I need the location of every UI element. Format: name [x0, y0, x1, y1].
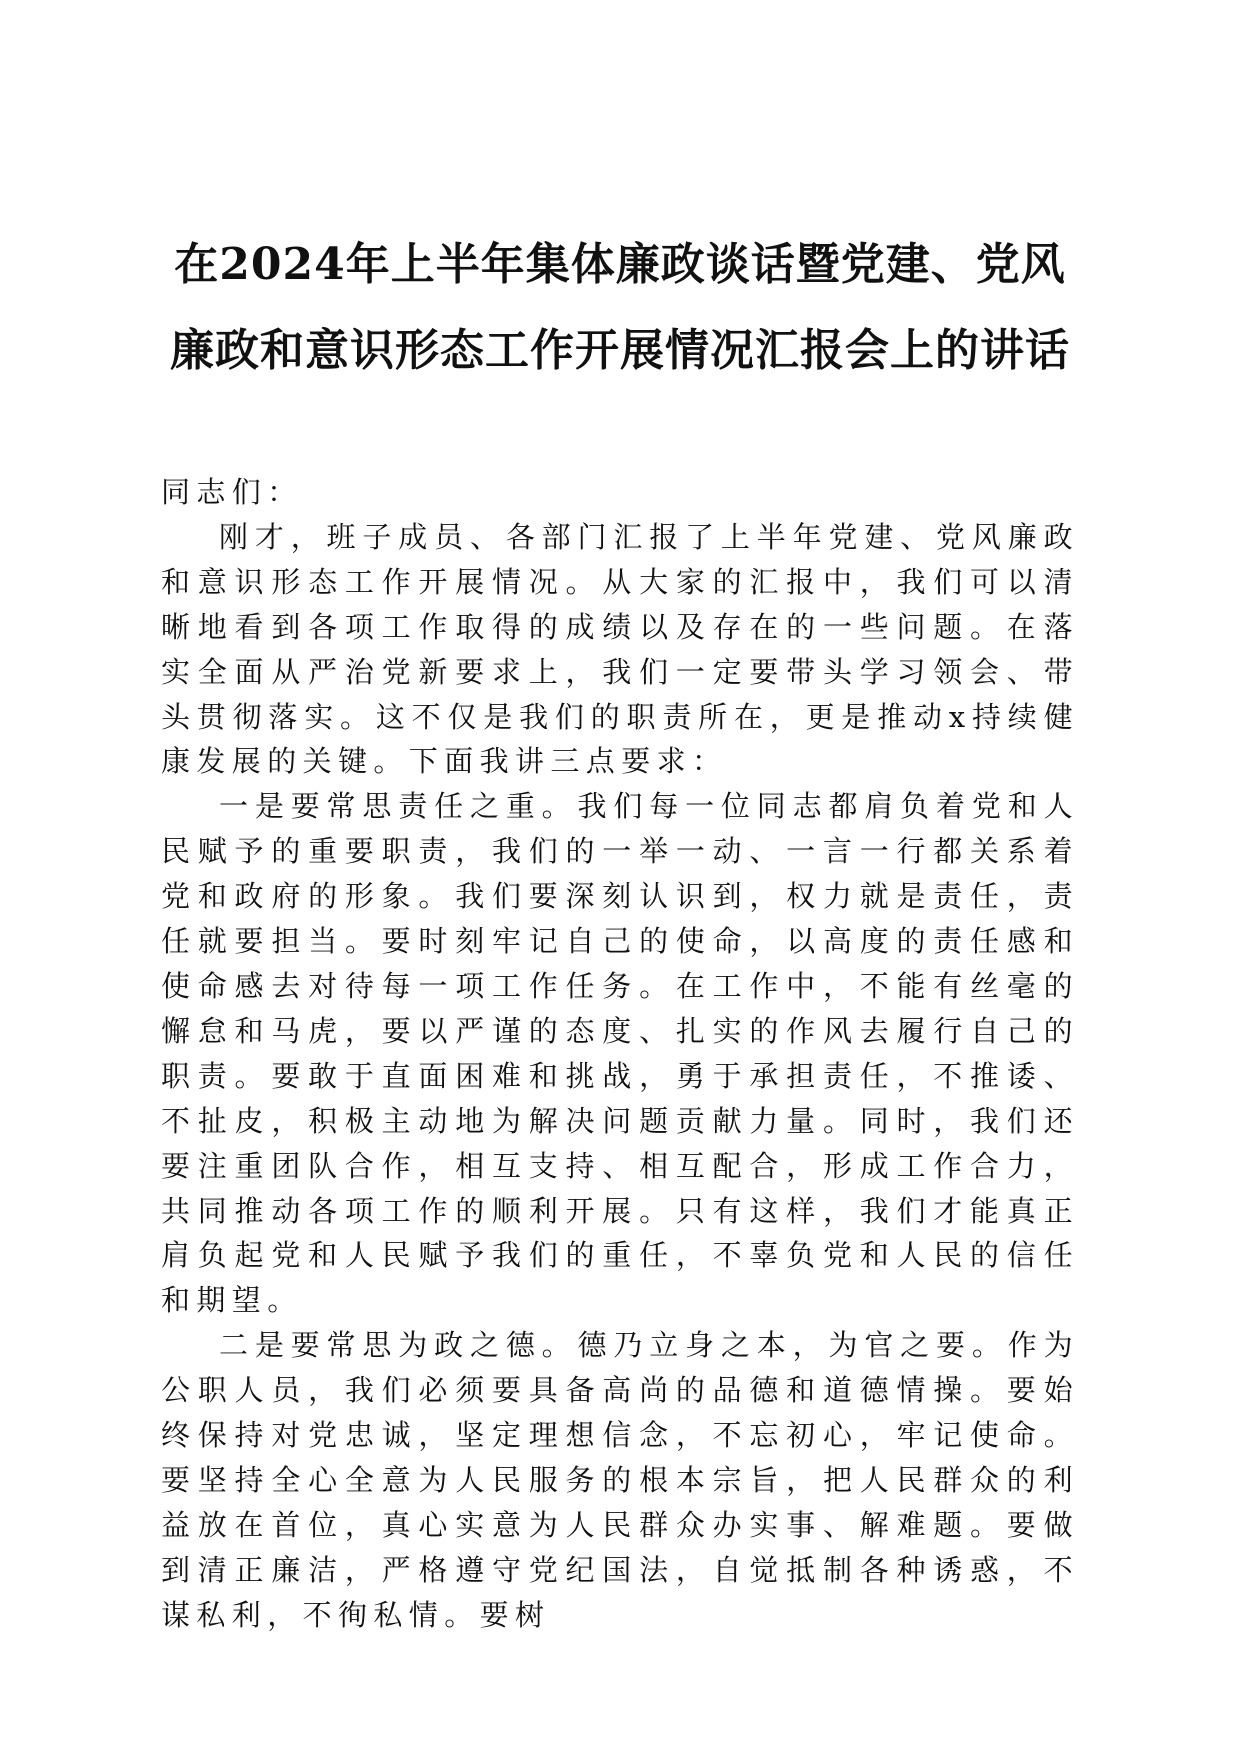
title-line-1: 在2024年上半年集体廉政谈话暨党建、党风 — [174, 239, 1066, 290]
document-title — [140, 222, 1100, 394]
paragraph-intro: 刚才，班子成员、各部门汇报了上半年党建、党风廉政和意识形态工作开展情况。从大家的汇报中，我们可以清晰地看到各项工作取得的成绩以及存在的一些问题。在落实全面从严治党新要求上，我们一定要带头学习领会、带头贯彻落实。这不仅是我们的职责所在，更是推动x持续健康发展的关键。下面我讲三点要求： — [161, 519, 1079, 779]
paragraph-virtue: 二是要常思为政之德。德乃立身之本，为官之要。作为公职人员，我们必须要具备高尚的品德和道德情操。要始终保持对党忠诚，坚定理想信念，不忘初心，牢记使命。要坚持全心全意为人民服务的根本宗旨，把人民群众的利益放在首位，真心实意为人民群众办实事、解难题。要做到清正廉洁，严格遵守党纪国法，自觉抵制各种诱惑，不谋私利，不徇私情。要树 — [161, 1328, 1079, 1632]
title-line-2: 廉政和意识形态工作开展情况汇报会上的讲话 — [170, 325, 1070, 376]
salutation: 同志们： — [161, 475, 303, 509]
paragraph-responsibility: 一是要常思责任之重。我们每一位同志都肩负着党和人民赋予的重要职责，我们的一举一动、一言一行都关系着党和政府的形象。我们要深刻认识到，权力就是责任，责任就要担当。要时刻牢记自己的使命，以高度的责任感和使命感去对待每一项工作任务。在工作中，不能有丝毫的懈怠和马虎，要以严谨的态度、扎实的作风去履行自己的职责。要敢于直面困难和挑战，勇于承担责任，不推诿、不扯皮，积极主动地为解决问题贡献力量。同时，我们还要注重团队合作，相互支持、相互配合，形成工作合力，共同推动各项工作的顺利开展。只有这样，我们才能真正肩负起党和人民赋予我们的重任，不辜负党和人民的信任和期望。 — [161, 789, 1079, 1318]
speech-body — [161, 470, 1079, 1638]
